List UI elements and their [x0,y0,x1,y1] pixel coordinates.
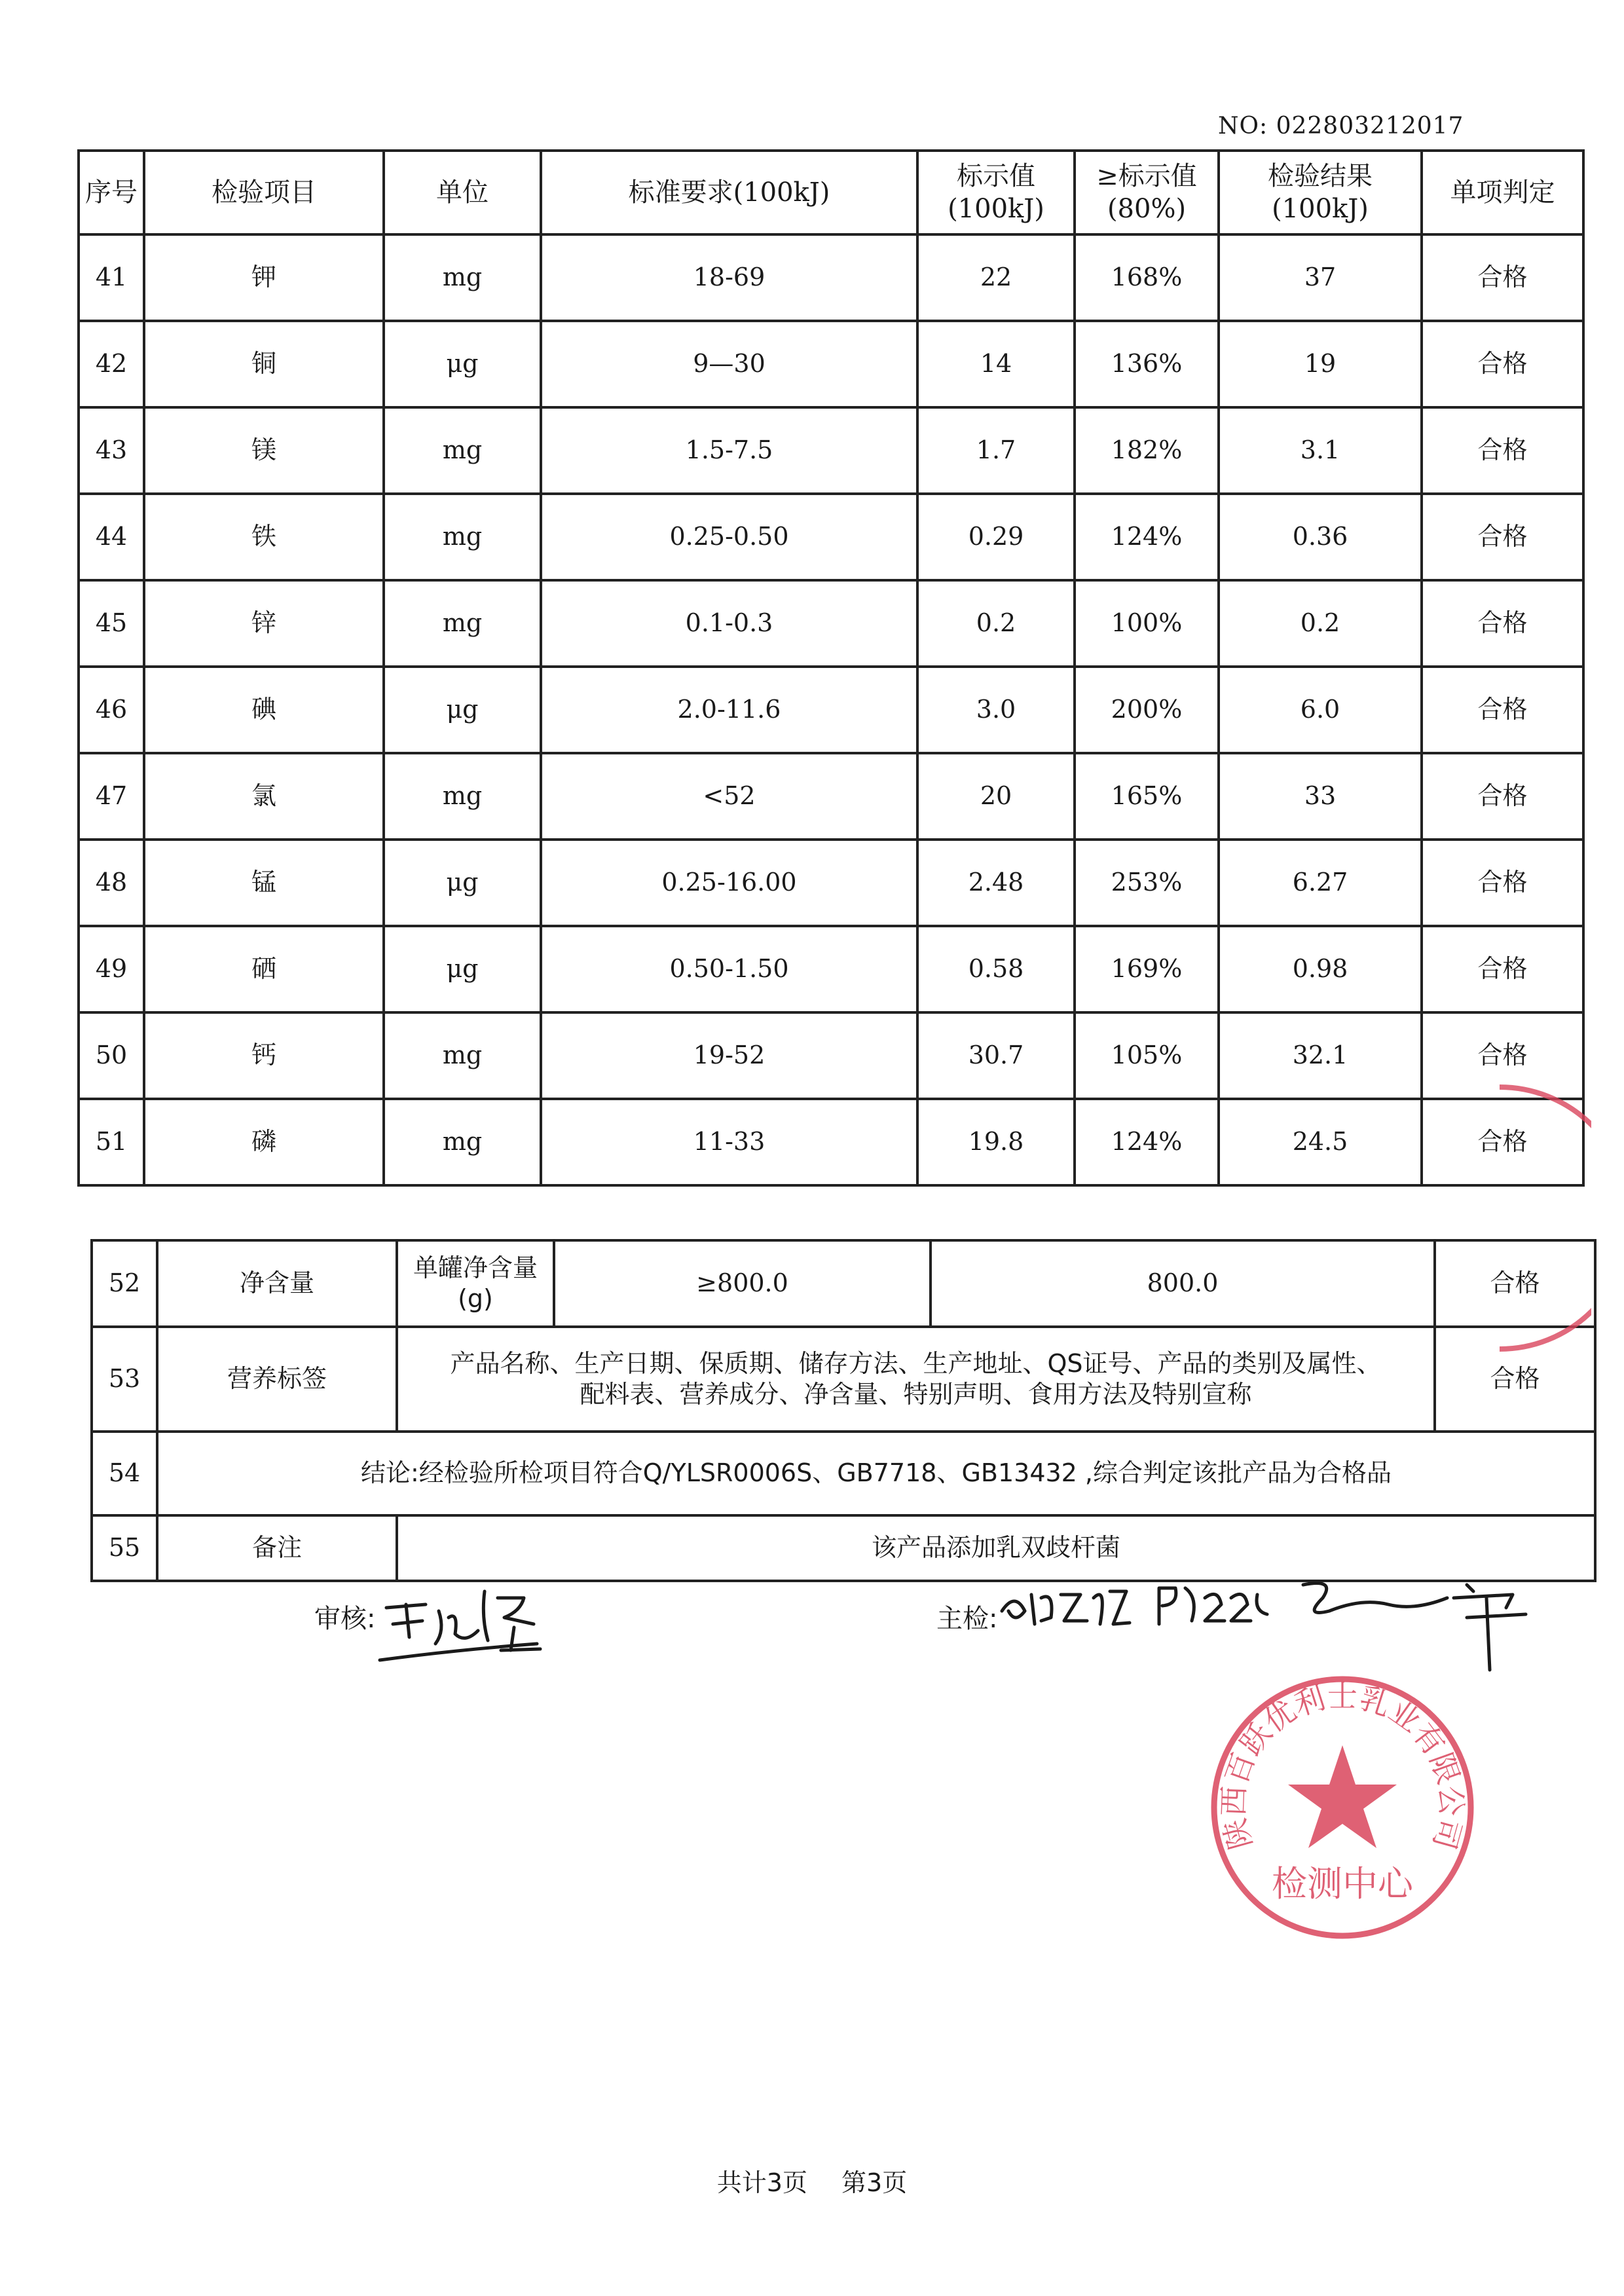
table-row [79,234,1583,321]
cell-seq: 48 [79,840,144,926]
cell-seq: 43 [79,407,144,494]
cell-percent: 136% [1075,321,1219,407]
cell-standard: 9—30 [541,321,917,407]
cell-label-value: 14 [917,321,1075,407]
cell-label-value: 19.8 [917,1099,1075,1185]
header-standard: 标准要求(100kJ) [541,151,917,234]
seal-ring-text: 陕西百跃优利士乳业有限公司 [1215,1678,1469,1853]
cell-label-value: 0.58 [917,926,1075,1012]
table-row [79,926,1583,1012]
page-info [0,2162,1624,2198]
inspector-label: 主检: [936,1604,998,1634]
cell-unit: μg [384,926,541,1012]
table-row [79,1012,1583,1099]
cell-label-value: 3.0 [917,667,1075,753]
cell-percent: 169% [1075,926,1219,1012]
cell-item: 铁 [144,494,384,580]
cell-label-value: 0.29 [917,494,1075,580]
seq-55: 55 [92,1515,157,1581]
cell-unit: mg [384,407,541,494]
page-total: 共计3页 [716,2168,807,2197]
header-percent-line1: ≥标示值 [1096,161,1197,191]
header-label-value-line1: 标示值 [957,161,1035,191]
cell-unit: mg [384,1099,541,1185]
inspection-results-table [77,149,1585,1187]
cell-result: 33 [1219,753,1422,840]
net-content-unit-line1: 单罐净含量 [413,1253,538,1282]
header-label-value [917,151,1075,234]
cell-item: 钙 [144,1012,384,1099]
summary-table [90,1239,1596,1582]
seq-53: 53 [92,1327,157,1432]
cell-item: 锌 [144,580,384,667]
cell-label-value: 2.48 [917,840,1075,926]
cell-unit: mg [384,753,541,840]
cell-item: 磷 [144,1099,384,1185]
cell-label-value: 1.7 [917,407,1075,494]
conclusion-text: 结论:经检验所检项目符合Q/YLSR0006S、GB7718、GB13432 ,综合判定该批产品为合格品 [157,1432,1595,1515]
header-seq: 序号 [79,151,144,234]
cell-standard: 0.25-16.00 [541,840,917,926]
cell-item: 铜 [144,321,384,407]
cell-percent: 200% [1075,667,1219,753]
header-result-line2: (100kJ) [1272,194,1369,224]
seq-54: 54 [92,1432,157,1515]
partial-seal-edge [1473,1081,1591,1356]
cell-unit: mg [384,580,541,667]
cell-verdict: 合格 [1422,1012,1583,1099]
cell-item: 镁 [144,407,384,494]
cell-unit: mg [384,1012,541,1099]
net-content-row [92,1240,1595,1327]
cell-standard: 0.25-0.50 [541,494,917,580]
cell-seq: 50 [79,1012,144,1099]
cell-result: 24.5 [1219,1099,1422,1185]
table-row [79,667,1583,753]
reviewer-signature [373,1572,622,1676]
cell-standard: 18-69 [541,234,917,321]
cell-standard: 11-33 [541,1099,917,1185]
header-item: 检验项目 [144,151,384,234]
seq-52: 52 [92,1240,157,1327]
cell-item: 钾 [144,234,384,321]
remark-text: 该产品添加乳双歧杆菌 [397,1515,1595,1581]
cell-percent: 124% [1075,494,1219,580]
cell-label-value: 30.7 [917,1012,1075,1099]
conclusion-row [92,1432,1595,1515]
cell-percent: 182% [1075,407,1219,494]
cell-seq: 51 [79,1099,144,1185]
seal-star-icon [1288,1745,1397,1848]
table-row [79,407,1583,494]
cell-item: 硒 [144,926,384,1012]
cell-seq: 47 [79,753,144,840]
cell-result: 0.2 [1219,580,1422,667]
table-row [79,321,1583,407]
cell-verdict: 合格 [1422,753,1583,840]
cell-verdict: 合格 [1422,407,1583,494]
nutrition-label-line2: 配料表、营养成分、净含量、特别声明、食用方法及特别宣称 [580,1380,1252,1409]
table-row [79,753,1583,840]
nutrition-label-label: 营养标签 [157,1327,397,1432]
table-row [79,580,1583,667]
table-header-row [79,151,1583,234]
nutrition-label-line1: 产品名称、生产日期、保质期、储存方法、生产地址、QS证号、产品的类别及属性、 [450,1348,1382,1378]
header-percent-line2: (80%) [1107,194,1187,224]
cell-seq: 45 [79,580,144,667]
cell-result: 3.1 [1219,407,1422,494]
cell-verdict: 合格 [1422,667,1583,753]
header-label-value-line2: (100kJ) [948,194,1044,224]
cell-percent: 168% [1075,234,1219,321]
nutrition-label-row [92,1327,1595,1432]
cell-standard: 2.0-11.6 [541,667,917,753]
cell-percent: 100% [1075,580,1219,667]
cell-item: 锰 [144,840,384,926]
page-current: 第3页 [841,2168,908,2197]
net-content-verdict: 合格 [1435,1240,1595,1327]
cell-standard: 0.1-0.3 [541,580,917,667]
cell-label-value: 0.2 [917,580,1075,667]
cell-label-value: 22 [917,234,1075,321]
cell-standard: <52 [541,753,917,840]
inspection-seal [1205,1670,1480,1945]
net-content-result: 800.0 [931,1240,1435,1327]
cell-percent: 165% [1075,753,1219,840]
header-result-line1: 检验结果 [1268,161,1373,191]
cell-verdict: 合格 [1422,840,1583,926]
cell-result: 37 [1219,234,1422,321]
cell-result: 6.27 [1219,840,1422,926]
cell-percent: 124% [1075,1099,1219,1185]
seal-center-text: 检测中心 [1272,1863,1413,1904]
net-content-label: 净含量 [157,1240,397,1327]
header-result [1219,151,1422,234]
cell-verdict: 合格 [1422,234,1583,321]
cell-result: 19 [1219,321,1422,407]
cell-seq: 46 [79,667,144,753]
table-row [79,1099,1583,1185]
cell-unit: mg [384,234,541,321]
cell-verdict: 合格 [1422,494,1583,580]
table-row [79,840,1583,926]
cell-item: 碘 [144,667,384,753]
cell-seq: 42 [79,321,144,407]
cell-unit: μg [384,321,541,407]
cell-result: 32.1 [1219,1012,1422,1099]
net-content-unit-line2: (g) [458,1284,493,1313]
inspector-signatures [995,1559,1559,1683]
net-content-unit [397,1240,554,1327]
cell-verdict: 合格 [1422,321,1583,407]
cell-verdict: 合格 [1422,1099,1583,1185]
report-number: NO: 022803212017 [1218,113,1464,139]
cell-seq: 41 [79,234,144,321]
cell-label-value: 20 [917,753,1075,840]
cell-seq: 49 [79,926,144,1012]
header-verdict: 单项判定 [1422,151,1583,234]
header-percent [1075,151,1219,234]
cell-verdict: 合格 [1422,580,1583,667]
cell-result: 0.98 [1219,926,1422,1012]
cell-standard: 19-52 [541,1012,917,1099]
cell-seq: 44 [79,494,144,580]
cell-result: 6.0 [1219,667,1422,753]
header-unit: 单位 [384,151,541,234]
remark-label: 备注 [157,1515,397,1581]
cell-unit: μg [384,667,541,753]
cell-verdict: 合格 [1422,926,1583,1012]
cell-item: 氯 [144,753,384,840]
cell-standard: 0.50-1.50 [541,926,917,1012]
cell-result: 0.36 [1219,494,1422,580]
cell-standard: 1.5-7.5 [541,407,917,494]
reviewer-label: 审核: [314,1604,376,1634]
cell-percent: 253% [1075,840,1219,926]
nutrition-label-content [397,1327,1435,1432]
table-row [79,494,1583,580]
cell-percent: 105% [1075,1012,1219,1099]
cell-unit: μg [384,840,541,926]
cell-unit: mg [384,494,541,580]
nutrition-label-verdict: 合格 [1435,1327,1595,1432]
net-content-standard: ≥800.0 [554,1240,931,1327]
